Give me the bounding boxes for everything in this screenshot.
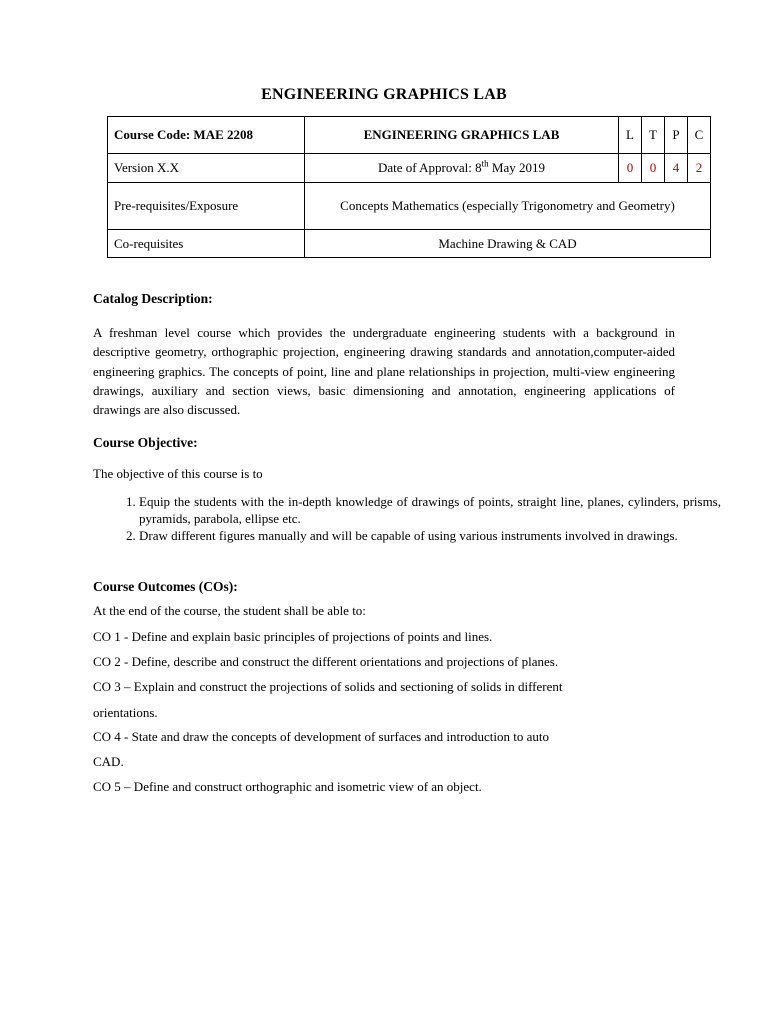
approval-sup: th — [481, 158, 489, 169]
approval-suffix: May 2019 — [488, 160, 545, 175]
objective-list — [93, 493, 721, 544]
table-row — [108, 154, 711, 183]
prereq-label-cell: Pre-requisites/Exposure — [108, 183, 305, 230]
outcomes-intro: At the end of the course, the student shall be able to: — [93, 603, 366, 618]
ltpc-value-c: 2 — [688, 154, 711, 183]
ltpc-header-l: L — [619, 117, 642, 154]
coreq-value-cell: Machine Drawing & CAD — [305, 230, 711, 258]
co3-text-line2: orientations. — [93, 705, 158, 720]
approval-prefix: Date of Approval: 8 — [378, 160, 482, 175]
table-row — [108, 117, 711, 154]
co4-text-line1: CO 4 - State and draw the concepts of development of surfaces and introduction to auto — [93, 729, 549, 744]
list-item: 2. Draw different figures manually and will be capable of using various instruments involved in drawings. — [139, 527, 721, 544]
ltpc-header-t: T — [642, 117, 665, 154]
approval-date-cell — [305, 154, 619, 183]
course-name-cell: ENGINEERING GRAPHICS LAB — [305, 117, 619, 154]
list-item: 1. Equip the students with the in-depth knowledge of drawings of points, straight line, planes, cylinders, prisms, pyramids, parabola, ellipse etc. — [139, 493, 721, 527]
co3-text-line1: CO 3 – Explain and construct the projections of solids and sectioning of solids in different — [93, 679, 563, 694]
ltpc-header-p: P — [665, 117, 688, 154]
course-code-cell: Course Code: MAE 2208 — [108, 117, 305, 154]
table-row — [108, 230, 711, 258]
objective-heading: Course Objective: — [93, 435, 198, 450]
co1-text: CO 1 - Define and explain basic principles of projections of points and lines. — [93, 629, 493, 644]
catalog-heading: Catalog Description: — [93, 291, 213, 306]
co5-text: CO 5 – Define and construct orthographic and isometric view of an object. — [93, 779, 482, 794]
catalog-text: A freshman level course which provides the undergraduate engineering students with a background in descriptive geometry, orthographic projection, engineering drawing standards and annotation,computer-aided engineering graphics. The concepts of point, line and plane relationships in projection, multi-view engineering drawings, auxiliary and section views, basic dimensioning and annotation, engineering applications of drawings are also discussed. — [93, 325, 675, 418]
ltpc-value-p: 4 — [665, 154, 688, 183]
ltpc-value-t: 0 — [642, 154, 665, 183]
course-info-table — [107, 116, 711, 258]
objective-intro: The objective of this course is to — [93, 466, 263, 481]
outcomes-heading: Course Outcomes (COs): — [93, 579, 238, 594]
prereq-value-cell: Concepts Mathematics (especially Trigonometry and Geometry) — [305, 183, 711, 230]
co4-text-line2: CAD. — [93, 754, 124, 769]
ltpc-header-c: C — [688, 117, 711, 154]
table-row — [108, 183, 711, 230]
version-cell: Version X.X — [108, 154, 305, 183]
co2-text: CO 2 - Define, describe and construct the different orientations and projections of planes. — [93, 654, 559, 669]
page-title: ENGINEERING GRAPHICS LAB — [261, 86, 507, 103]
ltpc-value-l: 0 — [619, 154, 642, 183]
coreq-label-cell: Co-requisites — [108, 230, 305, 258]
